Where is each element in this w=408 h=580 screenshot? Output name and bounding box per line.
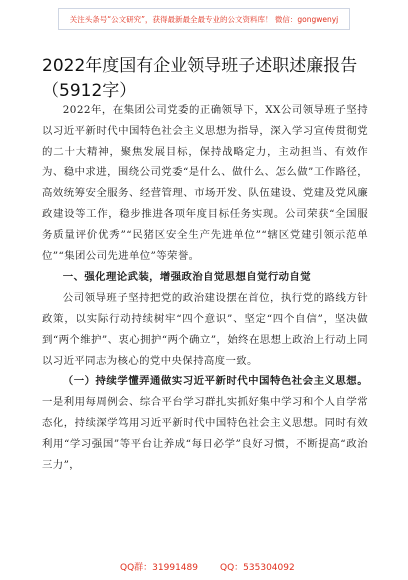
page-title: 2022年度国有企业领导班子述职述廉报告（5912字） bbox=[42, 56, 358, 101]
subsection-heading: （一）持续学懂弄通做实习近平新时代中国特色社会主义思想。 bbox=[62, 375, 368, 388]
qq-group: QQ群：31991489 bbox=[120, 563, 198, 573]
section-heading: 一、强化理论武装，增强政治自觉思想自觉行动自觉 bbox=[62, 271, 311, 284]
qq-contact: QQ：535304092 bbox=[220, 563, 295, 573]
intro-paragraph: 2022年，在集团公司党委的正确领导下，XX公司领导班子坚持以习近平新时代中国特色社会主义思想为指导，深入学习宣传贯彻党的二十大精神，聚焦发展目标，保持战略定力，主动担当、有效作为、稳中求进，围绕公司党委“是什么、做什么、怎么做”工作路径，高效统筹安全服务、经营管理、市场开发、队伍建设、党建及党风廉政建设等工作，稳步推进各项年度目标任务实现。公司荣获“全国服务质量评价优秀”“民猪区安全生产先进单位”“辖区党建引领示范单位”“集团公司先进单位”等荣誉。 bbox=[42, 104, 368, 262]
promo-banner: 关注头条号“公文研究”，获得最新最全最专业的公文资料库！ 微信：gongwenyj bbox=[58, 8, 350, 30]
section-paragraph: 公司领导班子坚持把党的政治建设摆在首位，执行党的路线方针政策，以实际行动持续树牢“四个意识”、坚定“四个自信”，坚决做到“两个维护”、衷心拥护“两个确立”，始终在思想上政治上行动上同以习近平同志为核心的党中央保持高度一致。 bbox=[42, 292, 368, 367]
subsection-text: 一是利用每周例会、综合平台学习群扎实抓好集中学习和个人自学常态化，持续深学笃用习近平新时代中国特色社会主义思想。同时有效利用“学习强国”等平台让养成“每日必学”良好习惯，不断提高“政治三力”， bbox=[42, 396, 368, 471]
subsection-paragraph bbox=[42, 371, 368, 475]
document-body bbox=[42, 100, 368, 475]
